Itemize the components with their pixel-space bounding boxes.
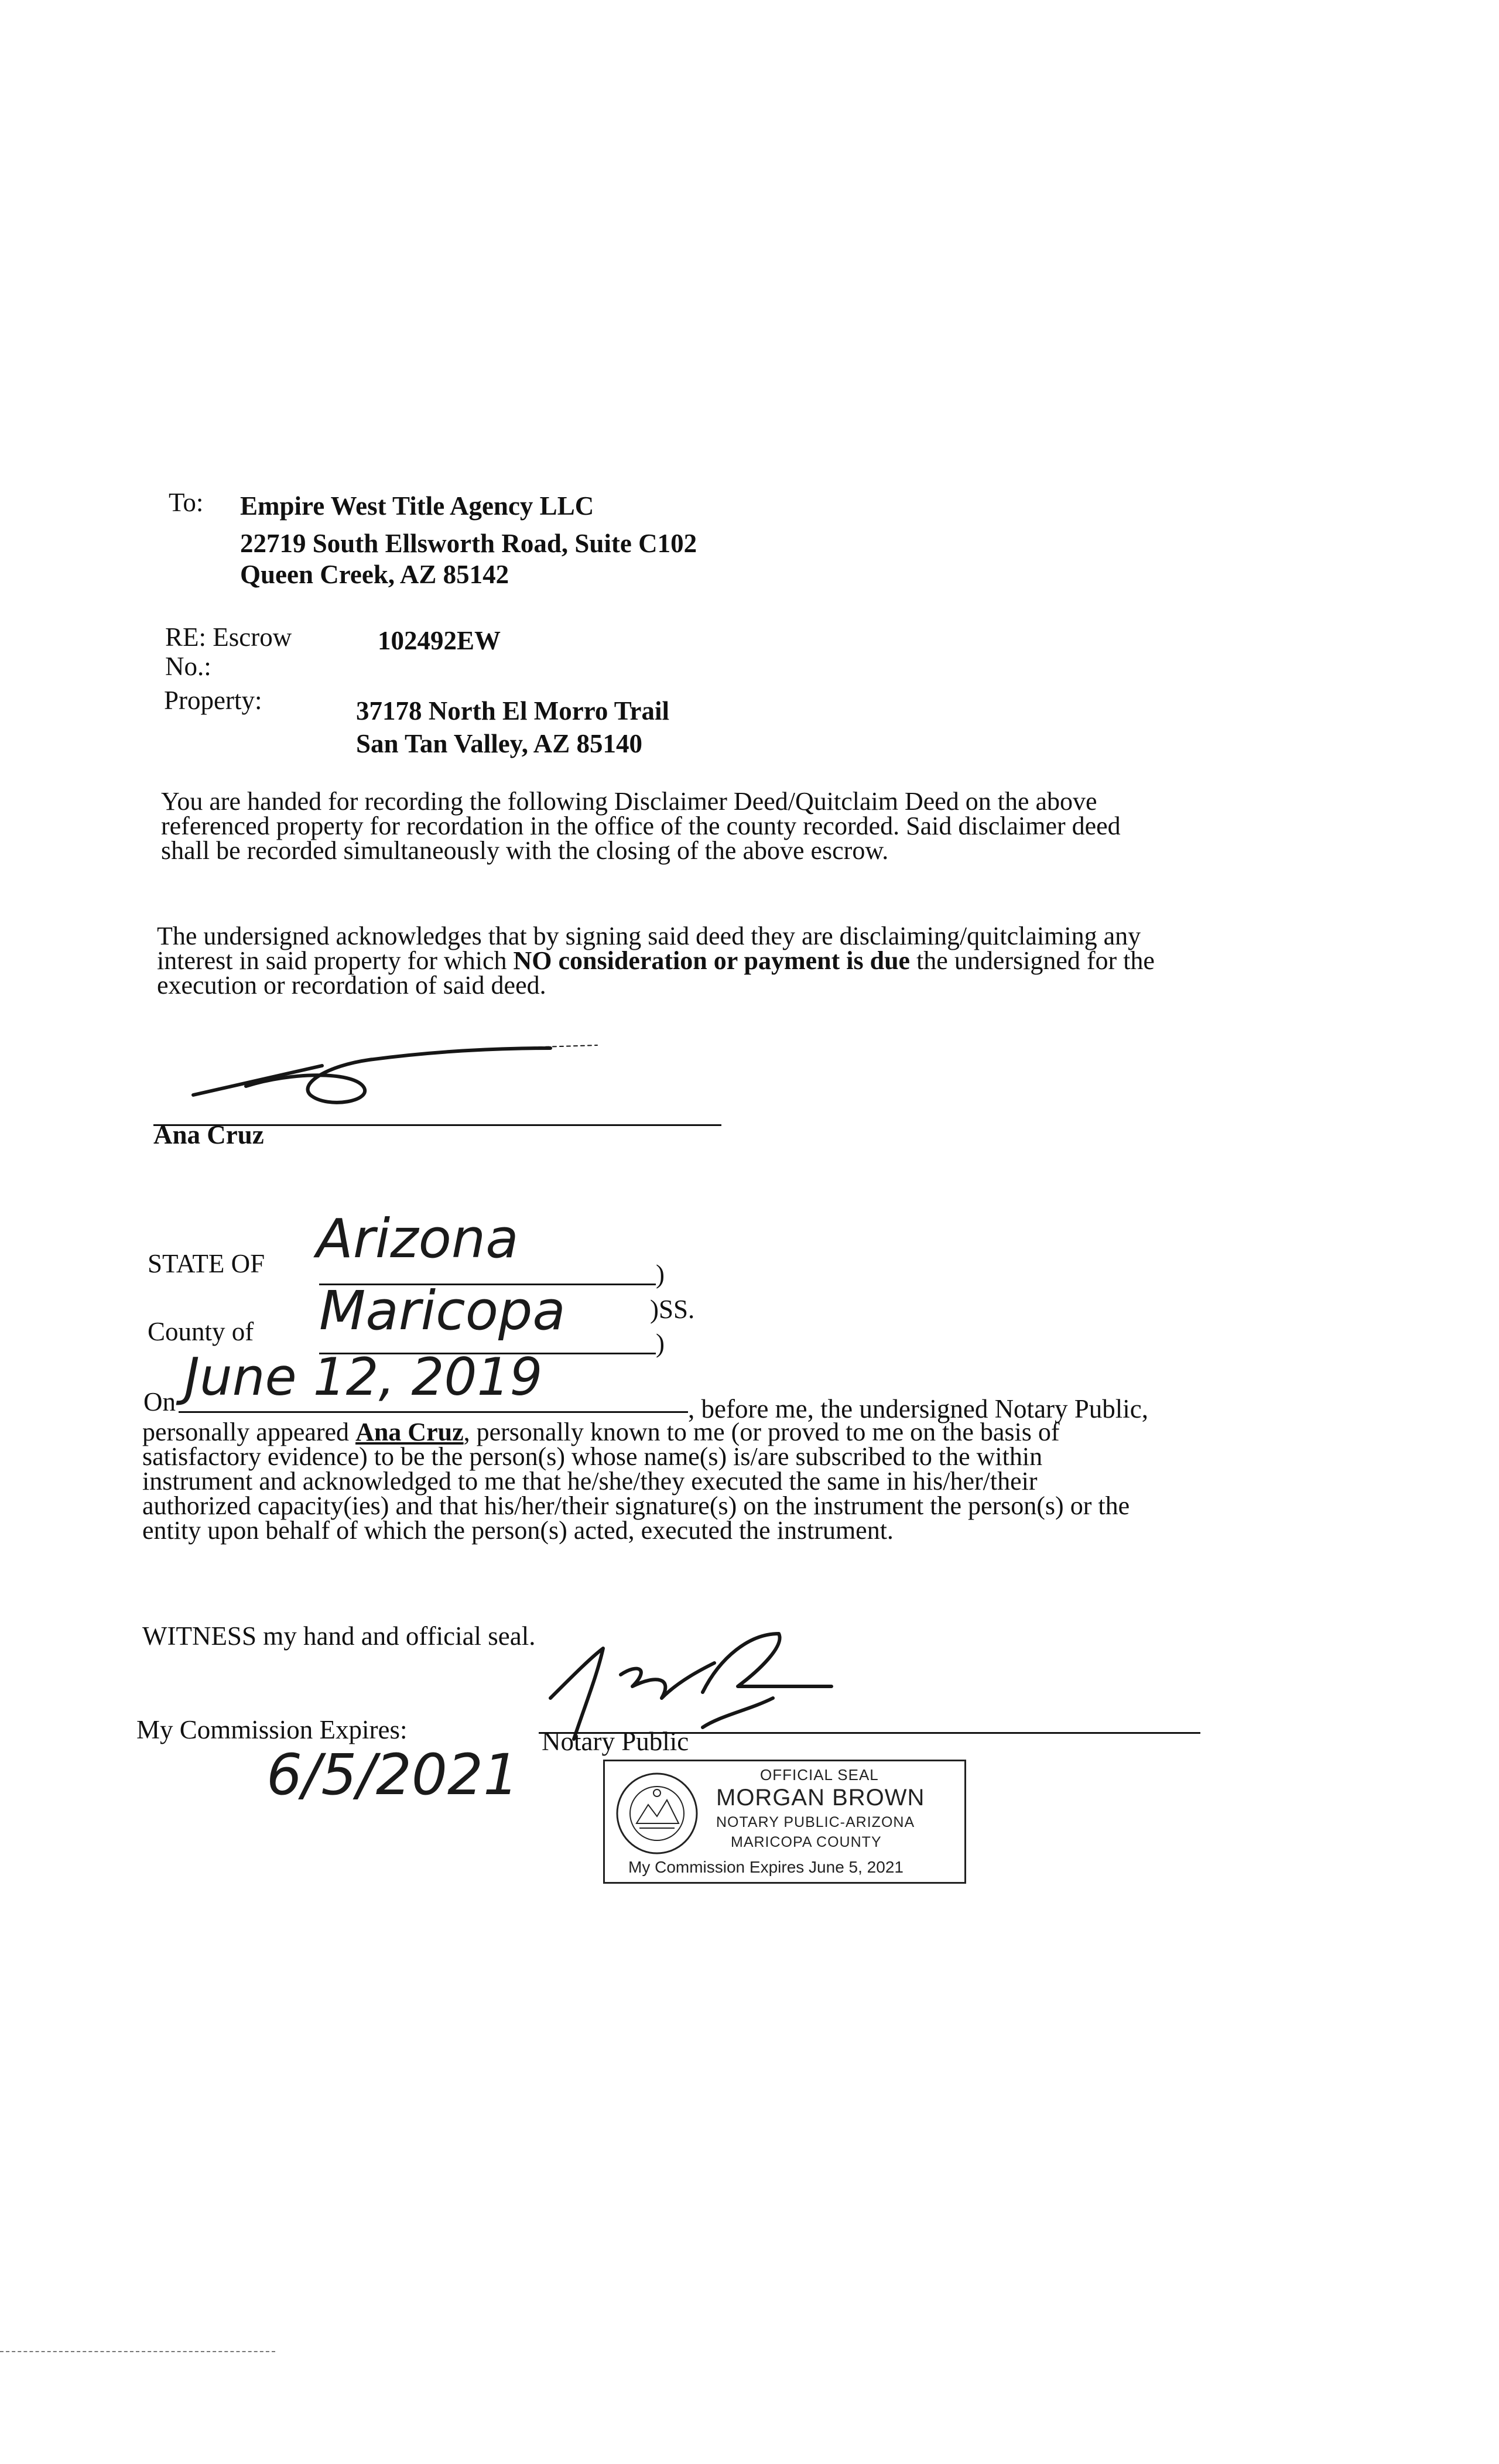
paragraph-text: , personally known to me (or proved to me on the basis of (463, 1418, 1060, 1446)
paragraph-text: interest in said property for which (157, 946, 514, 975)
scan-artifact-line (0, 2351, 275, 2352)
state-handwritten: Arizona (316, 1207, 519, 1270)
bracket-bottom: ) (656, 1329, 665, 1358)
instruction-paragraph (161, 789, 1121, 863)
paragraph-line (157, 946, 1155, 975)
property-address-line2: San Tan Valley, AZ 85140 (356, 729, 642, 758)
recipient-city: Queen Creek, AZ 85142 (240, 560, 509, 589)
acknowledgement-paragraph (157, 924, 1155, 998)
paragraph-line: satisfactory evidence) to be the person(s) whose name(s) is/are subscribed to the within (142, 1442, 1043, 1471)
no-consideration-emphasis: NO consideration or payment is due (513, 946, 911, 975)
appeared-name: Ana Cruz (355, 1418, 464, 1446)
paragraph-text: personally appeared (142, 1418, 356, 1446)
notary-public-label: Notary Public (542, 1727, 689, 1756)
county-label: County of (148, 1317, 254, 1346)
signer-signature (176, 1031, 621, 1113)
date-suffix: , before me, the undersigned Notary Public, (688, 1394, 1149, 1423)
property-address-line1: 37178 North El Morro Trail (356, 696, 669, 725)
date-handwritten: June 12, 2019 (184, 1347, 543, 1407)
escrow-number: 102492EW (378, 626, 501, 655)
state-seal-emblem-icon (613, 1770, 701, 1857)
recipient-street: 22719 South Ellsworth Road, Suite C102 (240, 529, 697, 558)
commission-label: My Commission Expires: (136, 1715, 408, 1744)
paragraph-line: entity upon behalf of which the person(s) acted, executed the instrument. (142, 1516, 894, 1545)
paragraph-line: instrument and acknowledged to me that he/she/they executed the same in his/her/their (142, 1467, 1038, 1495)
seal-role: NOTARY PUBLIC-ARIZONA (716, 1814, 915, 1830)
bracket-top: ) (656, 1260, 665, 1289)
seal-notary-name: MORGAN BROWN (716, 1785, 925, 1811)
county-handwritten: Maricopa (319, 1279, 566, 1342)
date-line (179, 1411, 688, 1413)
commission-date-handwritten: 6/5/2021 (266, 1742, 519, 1808)
paragraph-line: authorized capacity(ies) and that his/her/their signature(s) on the instrument the person(s) or the (142, 1491, 1130, 1520)
official-notary-seal (603, 1760, 966, 1884)
signer-name: Ana Cruz (153, 1120, 264, 1149)
state-label: STATE OF (148, 1249, 265, 1278)
notary-acknowledgement-body (142, 1420, 1130, 1543)
seal-county: MARICOPA COUNTY (731, 1834, 882, 1850)
to-label: To: (169, 488, 204, 517)
paragraph-line: You are handed for recording the following Disclaimer Deed/Quitclaim Deed on the above (161, 787, 1097, 816)
seal-expiration: My Commission Expires June 5, 2021 (628, 1858, 903, 1876)
on-label: On (143, 1387, 176, 1416)
property-label: Property: (164, 686, 262, 715)
witness-statement: WITNESS my hand and official seal. (142, 1621, 536, 1651)
ss-bracket: )SS. (650, 1295, 695, 1324)
paragraph-line: referenced property for recordation in the office of the county recorded. Said disclaimer deed (161, 812, 1121, 840)
seal-title: OFFICIAL SEAL (760, 1766, 879, 1784)
paragraph-line: shall be recorded simultaneously with the closing of the above escrow. (161, 836, 889, 865)
paragraph-line (142, 1420, 1130, 1445)
escrow-label: RE: Escrow (165, 622, 292, 652)
paragraph-line: execution or recordation of said deed. (157, 971, 546, 1000)
recipient-name: Empire West Title Agency LLC (240, 491, 594, 521)
paragraph-text: the undersigned for the (910, 946, 1155, 975)
paragraph-line: The undersigned acknowledges that by signing said deed they are disclaiming/quitclaiming any (157, 922, 1141, 950)
escrow-label-no: No.: (165, 652, 211, 681)
